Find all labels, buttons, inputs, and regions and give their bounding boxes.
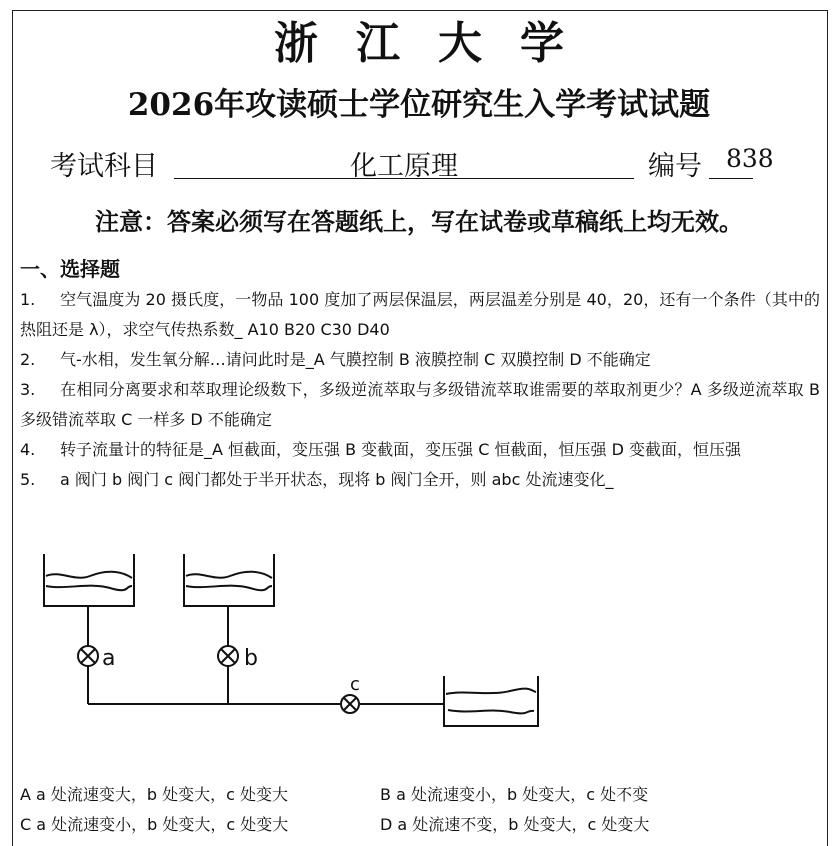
question-text: 气-水相，发生氧分解…请问此时是_A 气膜控制 B 液膜控制 C 双膜控制 D 不能确定 <box>60 350 651 369</box>
page-border-left <box>12 10 13 846</box>
tank-2 <box>184 554 274 606</box>
question-text: 在相同分离要求和萃取理论级数下，多级逆流萃取与多级错流萃取谁需要的萃取剂更少？A 多级逆流萃取 B 多级错流萃取 C 一样多 D 不能确定 <box>20 380 820 429</box>
valve-c-label: c <box>350 674 360 695</box>
code-value: 838 <box>726 144 774 173</box>
tank-3 <box>444 676 538 726</box>
question-list <box>20 285 820 495</box>
question-number: 5. <box>20 470 36 489</box>
valve-a <box>78 646 98 666</box>
exam-title: 2026年攻读硕士学位研究生入学考试试题 <box>127 87 711 123</box>
valve-b-label: b <box>244 646 258 671</box>
page-border-top <box>12 10 828 11</box>
option-c: C a 处流速变小，b 处变大，c 处变大 <box>20 815 289 834</box>
tank-1 <box>44 554 134 606</box>
option-a: A a 处流速变大，b 处变大，c 处变大 <box>20 785 289 804</box>
question-item <box>20 435 820 465</box>
valve-a-label: a <box>102 646 116 671</box>
subject-row <box>50 142 790 184</box>
university-name: 浙江大学 <box>274 18 602 69</box>
option-b: B a 处流速变小，b 处变大，c 处不变 <box>380 785 649 804</box>
question-item <box>20 285 820 345</box>
question-item <box>20 465 820 495</box>
question-number: 4. <box>20 440 36 459</box>
pipe-diagram <box>20 540 560 740</box>
section-title: 一、选择题 <box>20 257 120 281</box>
question-number: 3. <box>20 380 36 399</box>
question-text: a 阀门 b 阀门 c 阀门都处于半开状态，现将 b 阀门全开，则 abc 处流速变化_ <box>60 470 614 489</box>
question-text: 空气温度为 20 摄氏度，一物品 100 度加了两层保温层，两层温差分别是 40，20，还有一个条件（其中的热阻还是 λ），求空气传热系数_ A10 B20 C30 D40 <box>20 290 820 339</box>
valve-c <box>341 695 359 713</box>
code-underline <box>709 178 753 179</box>
tank-3-water <box>446 689 536 694</box>
question-number: 1. <box>20 290 36 309</box>
tank-1-water <box>46 572 132 578</box>
question-text: 转子流量计的特征是_A 恒截面，变压强 B 变截面，变压强 C 恒截面，恒压强 D 变截面，恒压强 <box>60 440 742 459</box>
question-number: 2. <box>20 350 36 369</box>
page-border-right <box>827 10 828 846</box>
tank-2-water <box>186 572 272 578</box>
option-d: D a 处流速不变，b 处变大，c 处变大 <box>380 815 650 834</box>
question-item <box>20 345 820 375</box>
code-label: 编号 <box>648 151 702 182</box>
valve-b <box>218 646 238 666</box>
subject-value: 化工原理 <box>350 151 458 182</box>
question-item <box>20 375 820 435</box>
subject-underline <box>174 178 634 179</box>
subject-label: 考试科目 <box>50 151 158 182</box>
notice: 注意：答案必须写在答题纸上，写在试卷或草稿纸上均无效。 <box>95 207 743 236</box>
